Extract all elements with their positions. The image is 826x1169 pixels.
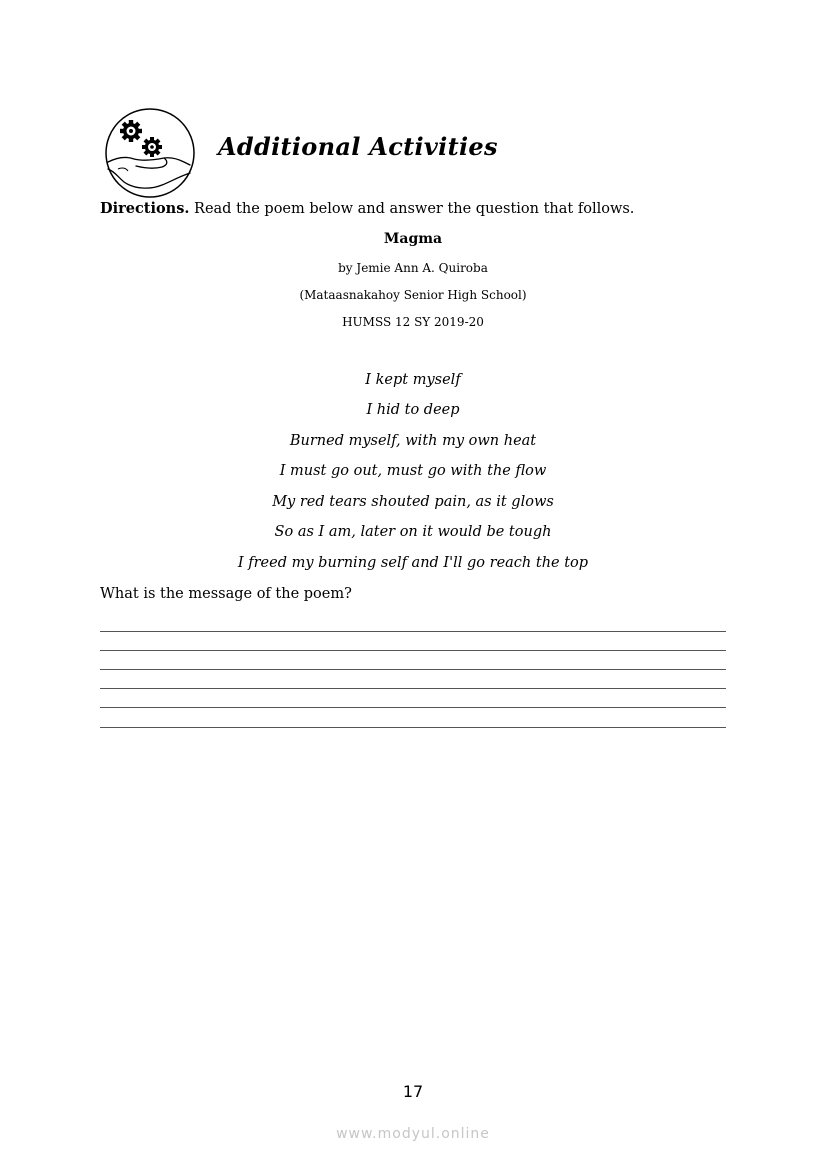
answer-line[interactable] — [100, 669, 726, 670]
watermark: www.modyul.online — [336, 1126, 490, 1142]
poem-school: (Mataasnakahoy Senior High School) — [299, 288, 527, 302]
gears-on-hand-icon — [104, 107, 196, 199]
page-number: 17 — [402, 1082, 424, 1101]
directions-text: Read the poem below and answer the question that follows. — [189, 201, 635, 217]
poem-line: So as I am, later on it would be tough — [274, 524, 552, 540]
poem-line: I must go out, must go with the flow — [279, 463, 547, 479]
answer-line[interactable] — [100, 631, 726, 632]
poem-line: I kept myself — [365, 372, 461, 388]
poem-grade: HUMSS 12 SY 2019-20 — [342, 315, 484, 329]
poem-line: My red tears shouted pain, as it glows — [272, 494, 554, 510]
directions-label: Directions. — [100, 200, 190, 217]
question: What is the message of the poem? — [100, 586, 352, 602]
poem-title: Magma — [383, 231, 443, 247]
answer-line[interactable] — [100, 707, 726, 708]
poem-line: I freed my burning self and I'll go reach the top — [237, 555, 589, 571]
answer-line[interactable] — [100, 727, 726, 728]
poem-author: by Jemie Ann A. Quiroba — [338, 261, 488, 275]
poem-line: Burned myself, with my own heat — [289, 433, 537, 449]
directions — [100, 200, 634, 217]
section-title: Additional Activities — [218, 132, 498, 161]
answer-line[interactable] — [100, 650, 726, 651]
answer-line[interactable] — [100, 688, 726, 689]
poem-line: I hid to deep — [366, 402, 460, 418]
